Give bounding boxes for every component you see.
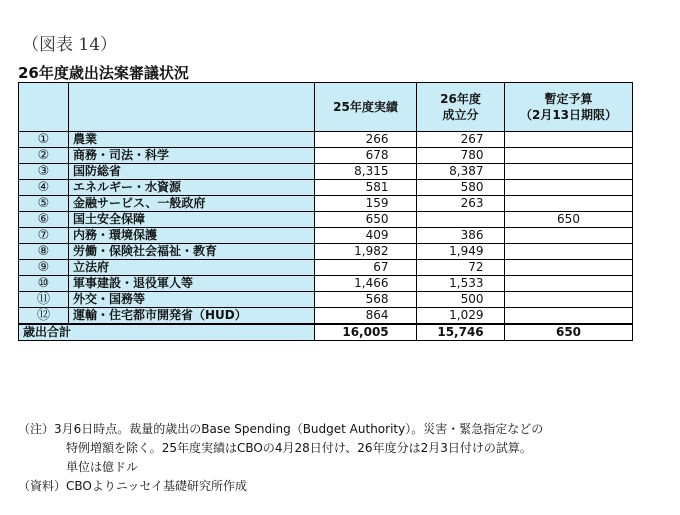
- table-row: [19, 196, 633, 212]
- table-title: 26年度歳出法案審議状況: [18, 64, 189, 82]
- row-fy25-value: [315, 308, 417, 325]
- header-fy25-label: 25年度実績: [333, 100, 398, 114]
- row-fy26-value: [417, 148, 505, 164]
- table-row: [19, 132, 633, 148]
- row-fy25-value: [315, 132, 417, 148]
- header-fy25: [315, 83, 417, 132]
- row-fy25-value-text: 159: [365, 196, 389, 210]
- row-category: 内務・環境保護: [69, 228, 315, 244]
- row-category: 労働・保険社会福祉・教育: [69, 244, 315, 260]
- total-row: [19, 324, 633, 341]
- appropriations-table: [18, 82, 633, 341]
- row-interim-value: [505, 132, 633, 148]
- table-row: [19, 228, 633, 244]
- row-fy26-value-text: 580: [460, 180, 484, 194]
- row-fy26-value-text: 1,949: [449, 244, 484, 258]
- row-interim-value: [505, 164, 633, 180]
- table-row: [19, 180, 633, 196]
- row-interim-value: [505, 292, 633, 308]
- note-line-1: （注）3月6日時点。裁量的歳出のBase Spending（Budget Authority）。災害・緊急指定などの: [18, 422, 544, 436]
- header-fy26-line1: 26年度: [440, 92, 481, 106]
- row-fy25-value: [315, 180, 417, 196]
- total-fy26: [417, 324, 505, 341]
- row-fy25-value-text: 1,982: [354, 244, 389, 258]
- row-fy25-value-text: 581: [365, 180, 389, 194]
- table-row: [19, 276, 633, 292]
- row-fy26-value: [417, 228, 505, 244]
- total-interim: 650: [505, 324, 633, 341]
- row-interim-value: 650: [505, 212, 633, 228]
- table-row: [19, 292, 633, 308]
- header-name: [69, 83, 315, 132]
- row-fy26-value-text: 1,533: [449, 276, 484, 290]
- row-category: 運輸・住宅都市開発省（HUD）: [69, 308, 315, 325]
- row-number: ⑤: [19, 196, 69, 212]
- row-category: 国土安全保障: [69, 212, 315, 228]
- row-fy26-value-text: 1,029: [449, 308, 484, 322]
- header-no: [19, 83, 69, 132]
- table-row: [19, 308, 633, 325]
- row-fy25-value-text: 409: [365, 228, 389, 242]
- row-category: 農業: [69, 132, 315, 148]
- row-number: ⑨: [19, 260, 69, 276]
- row-fy26-value-text: 72: [468, 260, 484, 274]
- row-fy26-value: [417, 180, 505, 196]
- total-label: 歳出合計: [19, 324, 315, 341]
- row-category: 立法府: [69, 260, 315, 276]
- row-category: 外交・国務等: [69, 292, 315, 308]
- table-row: [19, 244, 633, 260]
- row-fy25-value-text: 67: [373, 260, 389, 274]
- row-interim-value: [505, 276, 633, 292]
- row-interim-value: [505, 260, 633, 276]
- table-row: [19, 212, 633, 228]
- row-fy26-value-text: 500: [460, 292, 484, 306]
- row-category: エネルギー・水資源: [69, 180, 315, 196]
- row-interim-value: [505, 308, 633, 325]
- header-interim-line1: 暫定予算: [544, 92, 593, 106]
- row-category: 国防総省: [69, 164, 315, 180]
- row-fy26-value-text: 267: [460, 132, 484, 146]
- row-category: 金融サービス、一般政府: [69, 196, 315, 212]
- row-number: ⑪: [19, 292, 69, 308]
- row-interim-value: [505, 180, 633, 196]
- table-row: [19, 148, 633, 164]
- row-number: ④: [19, 180, 69, 196]
- row-fy25-value-text: 266: [365, 132, 389, 146]
- row-fy26-value: [417, 164, 505, 180]
- row-fy26-value: [417, 132, 505, 148]
- total-fy25-value: 16,005: [342, 325, 389, 339]
- row-fy25-value: [315, 292, 417, 308]
- row-fy25-value-text: 1,466: [354, 276, 389, 290]
- note-line-2: 特例増額を除く。25年度実績はCBOの4月28日付け、26年度分は2月3日付けの試算。: [66, 441, 532, 455]
- row-fy26-value: [417, 292, 505, 308]
- total-fy25: [315, 324, 417, 341]
- row-fy25-value: [315, 228, 417, 244]
- row-fy25-value: [315, 276, 417, 292]
- row-interim-value: [505, 228, 633, 244]
- row-fy26-value: [417, 244, 505, 260]
- header-fy26-line2: 成立分: [442, 108, 479, 122]
- total-fy26-value: 15,746: [437, 325, 484, 339]
- row-number: ⑩: [19, 276, 69, 292]
- header-interim-line2: （2月13日期限）: [519, 108, 618, 122]
- row-fy25-value: [315, 244, 417, 260]
- table-row: [19, 164, 633, 180]
- row-fy26-value: [417, 260, 505, 276]
- row-number: ③: [19, 164, 69, 180]
- row-fy25-value-text: 8,315: [354, 164, 389, 178]
- row-category: 商務・司法・科学: [69, 148, 315, 164]
- row-fy26-value: [417, 276, 505, 292]
- row-fy25-value: [315, 212, 417, 228]
- row-fy26-value: [417, 212, 505, 228]
- row-fy25-value: [315, 196, 417, 212]
- row-fy26-value: [417, 196, 505, 212]
- row-number: ⑧: [19, 244, 69, 260]
- row-fy25-value: [315, 260, 417, 276]
- row-fy26-value-text: 780: [460, 148, 484, 162]
- row-fy25-value: [315, 164, 417, 180]
- row-fy26-value: [417, 308, 505, 325]
- table-header-row: [19, 83, 633, 132]
- source-note: （資料）CBOよりニッセイ基礎研究所作成: [18, 479, 248, 493]
- note-line-3: 単位は億ドル: [66, 460, 139, 474]
- row-fy26-value-text: 263: [460, 196, 484, 210]
- row-fy25-value-text: 650: [365, 212, 389, 226]
- table-row: [19, 260, 633, 276]
- row-number: ⑥: [19, 212, 69, 228]
- row-number: ⑫: [19, 308, 69, 325]
- row-interim-value: [505, 244, 633, 260]
- row-number: ②: [19, 148, 69, 164]
- row-fy25-value-text: 864: [365, 308, 389, 322]
- row-interim-value: [505, 196, 633, 212]
- header-interim: [505, 83, 633, 132]
- row-fy25-value: [315, 148, 417, 164]
- row-number: ⑦: [19, 228, 69, 244]
- row-number: ①: [19, 132, 69, 148]
- row-fy26-value-text: 8,387: [449, 164, 484, 178]
- figure-label: （図表 14）: [22, 35, 118, 55]
- notes: [18, 420, 668, 496]
- row-fy25-value-text: 568: [365, 292, 389, 306]
- row-fy25-value-text: 678: [365, 148, 389, 162]
- header-fy26: [417, 83, 505, 132]
- row-category: 軍事建設・退役軍人等: [69, 276, 315, 292]
- row-fy26-value-text: 386: [460, 228, 484, 242]
- row-interim-value: [505, 148, 633, 164]
